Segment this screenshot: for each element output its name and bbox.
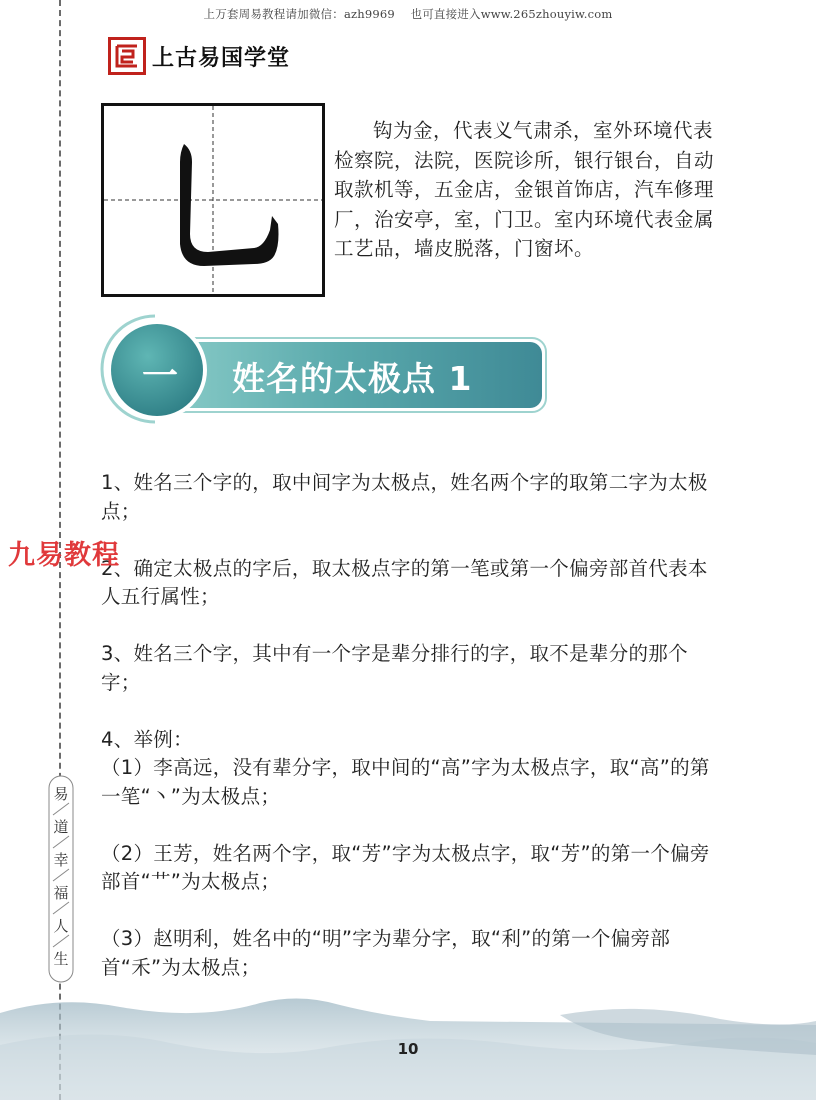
section-number: 一 <box>141 356 178 397</box>
rules-content <box>101 469 721 982</box>
rule-1: 1、姓名三个字的，取中间字为太极点，姓名两个字的取第二字为太极点； <box>101 471 708 523</box>
brand-title: 上古易国学堂 <box>152 45 291 71</box>
stroke-description: 钩为金，代表义气肃杀，室外环境代表检察院，法院，医院诊所，银行银台，自动取款机等，五金店，金银首饰店，汽车修理厂，治安亭，室，门卫。室内环境代表金属工艺品，墙皮脱落，门窗坏。 <box>334 119 715 260</box>
rule-2: 2、确定太极点的字后，取太极点字的第一笔或第一个偏旁部首代表本人五行属性； <box>101 556 708 608</box>
section-title: 姓名的太极点 1 <box>232 359 473 398</box>
seal-logo-icon <box>108 37 146 75</box>
motto-char: 幸 <box>53 851 69 869</box>
motto-char: 福 <box>53 884 69 902</box>
example-1: （1）李高远，没有辈分字，取中间的“高”字为太极点字，取“高”的第一笔“丶”为太极点； <box>101 756 710 808</box>
motto-char: 人 <box>53 917 69 935</box>
vertical-motto <box>48 775 74 983</box>
character-grid-box <box>101 103 325 297</box>
page-number: 10 <box>397 1040 419 1058</box>
motto-char: 道 <box>53 818 69 836</box>
example-2: （2）王芳，姓名两个字，取“芳”字为太极点字，取“芳”的第一个偏旁部首“艹”为太极点； <box>101 841 710 893</box>
rule-3: 3、姓名三个字，其中有一个字是辈分排行的字，取不是辈分的那个字； <box>101 642 688 694</box>
motto-char: 生 <box>53 950 69 968</box>
rule-4-heading: 4、举例： <box>101 727 193 751</box>
example-3: （3）赵明利，姓名中的“明”字为辈分字，取“利”的第一个偏旁部首“禾”为太极点； <box>101 927 671 979</box>
watermark-header: 上万套周易教程请加微信：azh9969 也可直接进入www.265zhouyiw.com <box>203 7 613 21</box>
stroke-glyph-icon <box>180 144 279 266</box>
watermark-stamp: 九易教程 <box>8 540 120 571</box>
motto-char: 易 <box>53 785 69 803</box>
brand-header <box>108 36 290 76</box>
